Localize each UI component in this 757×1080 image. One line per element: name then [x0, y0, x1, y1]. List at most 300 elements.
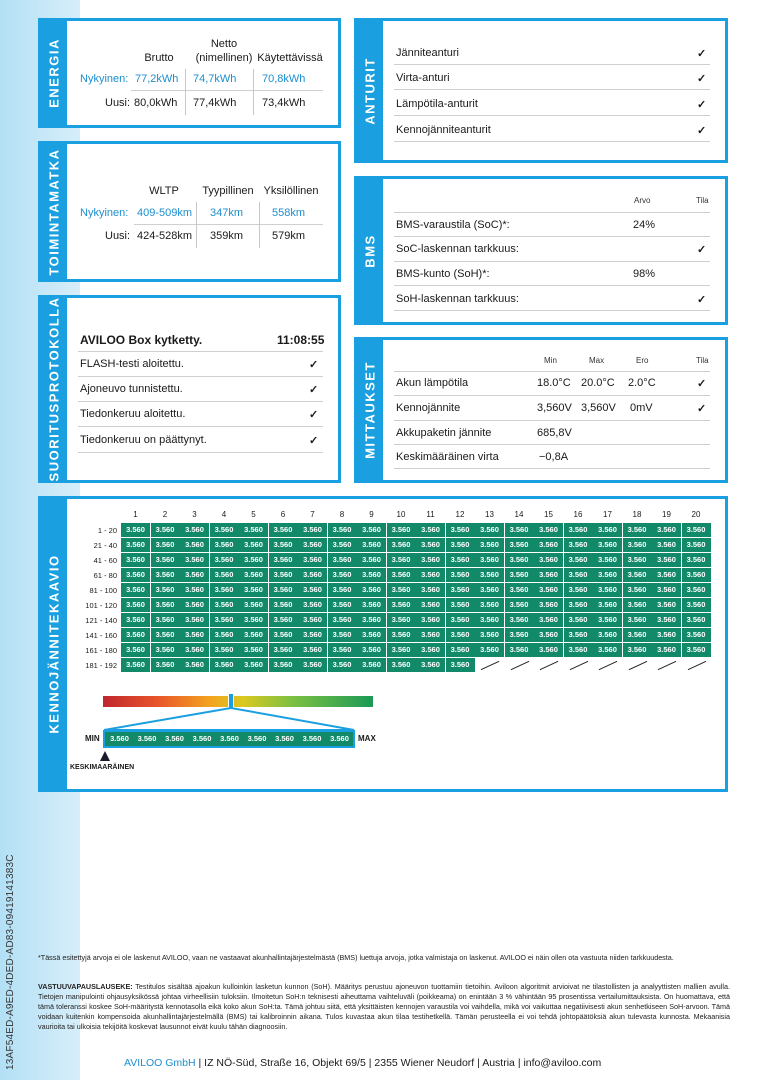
- cell-voltage: 3.560: [505, 568, 534, 582]
- cell-voltage: 3.560: [328, 643, 357, 657]
- row-header: 101 - 120: [85, 601, 117, 610]
- column-header: 1: [133, 510, 138, 519]
- cell-voltage: 3.560: [269, 553, 298, 567]
- suoritusprotokolla-panel: [38, 295, 341, 483]
- cell-voltage: 3.560: [357, 523, 386, 537]
- cell-voltage: 3.560: [239, 613, 268, 627]
- cell-voltage: 3.560: [416, 658, 445, 672]
- col-brutto: Brutto: [144, 52, 174, 64]
- cell-voltage: 3.560: [416, 583, 445, 597]
- tm-r2-v1: 424-528km: [137, 230, 193, 242]
- energia-r1-v3: 70,8kWh: [262, 73, 306, 85]
- cell-voltage: 3.560: [298, 583, 327, 597]
- cell-voltage: 3.560: [505, 583, 534, 597]
- protocol-item-1: FLASH-testi aloitettu.: [80, 358, 184, 370]
- cell-voltage: 3.560: [623, 583, 652, 597]
- sensor-2: Virta-anturi: [396, 72, 450, 84]
- cell-voltage: 3.560: [593, 613, 622, 627]
- cell-voltage: 3.560: [387, 613, 416, 627]
- divider: [78, 351, 323, 352]
- energia-r1-label: Nykyinen:: [80, 73, 129, 85]
- m-row-4-label: Keskimääräinen virta: [396, 451, 499, 463]
- cell-voltage: 3.560: [180, 613, 209, 627]
- cell-voltage: 3.560: [416, 523, 445, 537]
- divider: [394, 64, 710, 65]
- cell-voltage: 3.560: [180, 583, 209, 597]
- column-header: 19: [662, 510, 671, 519]
- cell-voltage: 3.560: [387, 658, 416, 672]
- cell-voltage: 3.560: [623, 613, 652, 627]
- cell-voltage: 3.560: [446, 628, 475, 642]
- cell-voltage: 3.560: [210, 553, 239, 567]
- cell-voltage: 3.560: [475, 613, 504, 627]
- cell-voltage: 3.560: [387, 643, 416, 657]
- cell-voltage: 3.560: [593, 643, 622, 657]
- cell-voltage: 3.560: [475, 553, 504, 567]
- divider: [394, 115, 710, 116]
- cell-voltage: 3.560: [623, 598, 652, 612]
- cell-voltage: 3.560: [151, 658, 180, 672]
- column-header: 9: [369, 510, 374, 519]
- row-header: 41 - 60: [93, 556, 117, 565]
- energia-r1-v1: 77,2kWh: [135, 73, 179, 85]
- footer-contact: AVILOO GmbH | IZ NÖ-Süd, Straße 16, Objekt 69/5 | 2355 Wiener Neudorf | Austria | info@aviloo.com: [124, 1057, 602, 1069]
- cell-voltage: 3.560: [475, 568, 504, 582]
- cell-voltage: 3.560: [151, 523, 180, 537]
- row-header: 81 - 100: [89, 586, 117, 595]
- check-icon: ✓: [697, 244, 707, 256]
- cell-voltage: 3.560: [210, 568, 239, 582]
- cell-voltage: 3.560: [682, 613, 711, 627]
- cell-voltage: 3.560: [475, 598, 504, 612]
- cell-voltage: 3.560: [593, 583, 622, 597]
- cell-voltage: 3.560: [210, 658, 239, 672]
- m-row-2-min: 3,560V: [537, 402, 572, 414]
- company-name: AVILOO GmbH: [124, 1057, 196, 1069]
- cell-voltage: 3.560: [682, 598, 711, 612]
- cell-voltage: 3.560: [652, 628, 681, 642]
- cell-voltage: 3.560: [298, 568, 327, 582]
- row-header: 121 - 140: [85, 616, 117, 625]
- col-tila: Tila: [696, 356, 709, 365]
- cell-voltage: 3.560: [534, 568, 563, 582]
- cell-voltage: 3.560: [269, 583, 298, 597]
- cell-voltage: 3.560: [593, 553, 622, 567]
- bms-label: BMS: [357, 179, 383, 322]
- cell-voltage: 3.560: [387, 568, 416, 582]
- cell-voltage: 3.560: [682, 643, 711, 657]
- cell-voltage: 3.560: [328, 553, 357, 567]
- col-nimellinen: (nimellinen): [195, 52, 253, 64]
- cell-voltage: 3.560: [210, 583, 239, 597]
- sensor-1: Jänniteanturi: [396, 47, 459, 59]
- anturit-panel: [354, 18, 728, 163]
- cell-voltage: 3.560: [357, 628, 386, 642]
- cell-voltage: 3.560: [652, 553, 681, 567]
- divider: [196, 202, 197, 248]
- cell-voltage: 3.560: [564, 538, 593, 552]
- cell-voltage: 3.560: [298, 553, 327, 567]
- m-row-4-value: −0,8A: [539, 451, 569, 463]
- col-max: Max: [589, 356, 605, 365]
- cell-voltage: 3.560: [239, 583, 268, 597]
- cell-voltage: 3.560: [564, 523, 593, 537]
- cell-voltage: 3.560: [475, 643, 504, 657]
- cell-voltage: 3.560: [446, 523, 475, 537]
- mittaukset-panel: [354, 337, 728, 483]
- cell-voltage: 3.560: [239, 553, 268, 567]
- cell-voltage: 3.560: [269, 658, 298, 672]
- tm-r1-label: Nykyinen:: [80, 207, 129, 219]
- tm-r1-v1: 409-509km: [137, 207, 193, 219]
- row-header: 61 - 80: [93, 571, 117, 580]
- col-min: Min: [544, 356, 557, 365]
- bms-row-1-value: 24%: [633, 219, 656, 231]
- cell-voltage: 3.560: [652, 598, 681, 612]
- minmax-cell: 3.560: [161, 732, 188, 746]
- cell-voltage: 3.560: [151, 568, 180, 582]
- divider: [394, 236, 710, 237]
- col-arvo: Arvo: [634, 196, 651, 205]
- protocol-item-4: Tiedonkeruu on päättynyt.: [80, 434, 207, 446]
- city: 2355 Wiener Neudorf: [374, 1057, 475, 1069]
- cell-voltage: 3.560: [387, 538, 416, 552]
- anturit-label: ANTURIT: [357, 21, 383, 160]
- cell-voltage: 3.560: [505, 643, 534, 657]
- check-icon: ✓: [309, 359, 319, 371]
- divider: [259, 202, 260, 248]
- column-header: 11: [426, 510, 435, 519]
- cell-voltage: 3.560: [475, 628, 504, 642]
- energia-r2-v3: 73,4kWh: [262, 97, 306, 109]
- cell-voltage: 3.560: [151, 538, 180, 552]
- toimintamatka-label: TOIMINTAMATKA: [41, 144, 67, 279]
- m-row-1-diff: 2.0°C: [628, 377, 656, 389]
- divider: [78, 452, 323, 453]
- cell-voltage: 3.560: [416, 538, 445, 552]
- divider: [394, 261, 710, 262]
- cell-voltage: 3.560: [180, 658, 209, 672]
- cell-voltage: 3.560: [298, 538, 327, 552]
- cell-voltage: 3.560: [564, 553, 593, 567]
- divider: [253, 69, 254, 115]
- cell-voltage: 3.560: [121, 598, 150, 612]
- divider: [394, 371, 710, 372]
- cell-voltage: 3.560: [357, 583, 386, 597]
- divider: [134, 224, 323, 225]
- divider: [394, 89, 710, 90]
- cell-voltage: 3.560: [180, 538, 209, 552]
- cell-voltage: 3.560: [328, 568, 357, 582]
- cell-voltage: 3.560: [121, 643, 150, 657]
- column-header: 15: [544, 510, 553, 519]
- check-icon: ✓: [697, 294, 707, 306]
- check-icon: ✓: [697, 48, 707, 60]
- column-header: 8: [339, 510, 345, 519]
- cell-voltage: 3.560: [446, 643, 475, 657]
- row-header: 141 - 160: [85, 631, 117, 640]
- cell-voltage: 3.560: [269, 523, 298, 537]
- cell-voltage: 3.560: [121, 538, 150, 552]
- cell-voltage: 3.560: [269, 643, 298, 657]
- tm-r1-v2: 347km: [210, 207, 244, 219]
- m-row-1-min: 18.0°C: [537, 377, 571, 389]
- cell-voltage: 3.560: [180, 598, 209, 612]
- minmax-cell: 3.560: [244, 732, 271, 746]
- tm-r2-v2: 359km: [210, 230, 244, 242]
- col-kaytettavissa: Käytettävissä: [257, 52, 323, 64]
- cell-voltage: 3.560: [534, 613, 563, 627]
- cell-voltage: 3.560: [623, 538, 652, 552]
- divider: [394, 420, 710, 421]
- check-icon: ✓: [697, 99, 707, 111]
- cell-voltage: 3.560: [416, 568, 445, 582]
- cell-voltage: 3.560: [682, 583, 711, 597]
- cell-voltage: 3.560: [357, 658, 386, 672]
- cell-voltage: 3.560: [269, 628, 298, 642]
- energia-r2-v1: 80,0kWh: [134, 97, 178, 109]
- cell-voltage: 3.560: [534, 643, 563, 657]
- energia-r2-label: Uusi:: [105, 97, 131, 109]
- column-header: 4: [221, 510, 227, 519]
- column-header: 17: [603, 510, 612, 519]
- bms-row-1-label: BMS-varaustila (SoC)*:: [396, 219, 510, 231]
- cell-voltage: 3.560: [623, 523, 652, 537]
- cell-voltage: 3.560: [652, 643, 681, 657]
- cell-voltage: 3.560: [593, 568, 622, 582]
- divider: [78, 401, 323, 402]
- cell-voltage: 3.560: [475, 583, 504, 597]
- cell-voltage: 3.560: [180, 568, 209, 582]
- energia-r1-v2: 74,7kWh: [193, 73, 237, 85]
- energia-panel: [38, 18, 341, 128]
- zoom-lines: [100, 706, 360, 732]
- cell-voltage: 3.560: [269, 568, 298, 582]
- column-header: 10: [396, 510, 406, 519]
- max-label: MAX: [358, 734, 376, 743]
- cell-voltage: 3.560: [682, 628, 711, 642]
- cell-voltage: 3.560: [593, 628, 622, 642]
- cell-voltage: 3.560: [239, 523, 268, 537]
- cell-voltage: 3.560: [151, 553, 180, 567]
- cell-voltage: 3.560: [151, 583, 180, 597]
- divider: [394, 395, 710, 396]
- cell-voltage: 3.560: [446, 583, 475, 597]
- cell-voltage: 3.560: [475, 538, 504, 552]
- cell-voltage: 3.560: [328, 523, 357, 537]
- check-icon: ✓: [697, 378, 707, 390]
- disclaimer-text: Testitulos sisältää ajoakun kulloinkin lasketun kunnon (SoH). Määritys perustuu ajoneuvon tuottamiin tietoihin. Aviloon algoritmit arvioivat ne tilastollisten ja analyyttisten mallien avulla. Tietojen manipulointi ohjausyksikössä johtaa virheellisiin tuloksiin. Ilmoitetun SoH:n teknisesti aiheuttama vaihteluväli (poikkeama) on enintään 3 % vähintään 95 prosentissa vertailumittauksista. On huomattava, että tämä toleranssi koskee SoH-määritystä kennotasolla eikä koko akun SoH:ta. Tämä johtuu siitä, että yksittäisten kennojen varaustila voi vaihdella, mikä voi vaikuttaa negatiivisesti akun senhetkiseen SoH-arvoon. Tämä voidaan kuitenkin kompensoida akunhallintajärjestelmällä (BMS) tai kalibroinnin aikana. Tulos kuvastaa akun tilaa testihetkellä. Tämän perusteella ei voi tehdä johtopäätöksiä akun tulevasta kunnosta. Mekaanisia vaurioita tai ulkoisia tekijöitä koskevat lausunnot eivät kuulu tähän diagnoosiin.: [38, 982, 730, 1031]
- column-header: 6: [280, 510, 286, 519]
- cell-voltage: 3.560: [298, 523, 327, 537]
- cell-voltage: 3.560: [623, 568, 652, 582]
- cell-voltage: 3.560: [475, 523, 504, 537]
- cell-voltage: 3.560: [652, 613, 681, 627]
- cell-voltage: 3.560: [623, 553, 652, 567]
- cell-voltage: 3.560: [180, 643, 209, 657]
- divider: [394, 310, 710, 311]
- minmax-cell: 3.560: [134, 732, 161, 746]
- cell-voltage: 3.560: [446, 553, 475, 567]
- divider: [394, 468, 710, 469]
- column-header: 20: [691, 510, 701, 519]
- cell-voltage: 3.560: [387, 583, 416, 597]
- protocol-title: AVILOO Box kytketty.: [80, 333, 203, 347]
- check-icon: ✓: [697, 73, 707, 85]
- divider: [394, 141, 710, 142]
- cell-voltage: 3.560: [328, 583, 357, 597]
- cell-voltage: 3.560: [298, 628, 327, 642]
- minmax-cell: 3.560: [326, 732, 353, 746]
- cell-voltage: 3.560: [121, 583, 150, 597]
- column-header: 14: [514, 510, 524, 519]
- column-header: 7: [310, 510, 315, 519]
- cell-voltage: 3.560: [298, 658, 327, 672]
- cell-voltage: 3.560: [357, 643, 386, 657]
- cell-voltage: 3.560: [269, 538, 298, 552]
- cell-voltage: 3.560: [180, 523, 209, 537]
- cell-voltage: 3.560: [121, 553, 150, 567]
- cell-voltage: 3.560: [564, 628, 593, 642]
- energia-r2-v2: 77,4kWh: [193, 97, 237, 109]
- cell-voltage: 3.560: [328, 598, 357, 612]
- cell-voltage: 3.560: [564, 568, 593, 582]
- row-header: 1 - 20: [97, 526, 117, 535]
- m-row-2-max: 3,560V: [581, 402, 616, 414]
- cell-voltage: 3.560: [180, 628, 209, 642]
- cell-voltage: 3.560: [239, 658, 268, 672]
- cell-voltage: 3.560: [387, 598, 416, 612]
- disclaimer-title: VASTUUVAPAUSLAUSEKE:: [38, 982, 133, 991]
- cell-voltage: 3.560: [564, 613, 593, 627]
- cell-voltage: 3.560: [505, 628, 534, 642]
- row-header: 161 - 180: [85, 646, 117, 655]
- cell-voltage: 3.560: [239, 628, 268, 642]
- divider: [185, 69, 186, 115]
- country: Austria: [482, 1057, 515, 1069]
- divider: [78, 426, 323, 427]
- cell-voltage: 3.560: [298, 643, 327, 657]
- column-header: 3: [192, 510, 197, 519]
- cell-voltage: 3.560: [239, 598, 268, 612]
- minmax-cell: 3.560: [271, 732, 298, 746]
- column-header: 2: [162, 510, 168, 519]
- divider: [131, 90, 323, 91]
- cell-voltage: 3.560: [210, 613, 239, 627]
- cell-voltage: 3.560: [151, 613, 180, 627]
- protocol-item-3: Tiedonkeruu aloitettu.: [80, 408, 186, 420]
- minmax-cell: 3.560: [216, 732, 243, 746]
- m-row-1-max: 20.0°C: [581, 377, 615, 389]
- bms-panel: [354, 176, 728, 325]
- cell-voltage: 3.560: [357, 568, 386, 582]
- email-link[interactable]: info@aviloo.com: [523, 1057, 602, 1069]
- m-row-3-label: Akkupaketin jännite: [396, 427, 492, 439]
- cell-voltage: 3.560: [416, 613, 445, 627]
- tm-r2-v3: 579km: [272, 230, 306, 242]
- bms-row-3-value: 98%: [633, 268, 656, 280]
- cell-voltage: 3.560: [357, 613, 386, 627]
- column-header: 18: [632, 510, 642, 519]
- cell-voltage: 3.560: [239, 568, 268, 582]
- m-row-1-label: Akun lämpötila: [396, 377, 469, 389]
- cell-voltage: 3.560: [180, 553, 209, 567]
- cell-voltage: 3.560: [357, 598, 386, 612]
- cell-voltage: 3.560: [121, 523, 150, 537]
- cell-voltage: 3.560: [121, 613, 150, 627]
- cell-voltage: 3.560: [416, 553, 445, 567]
- cell-voltage: 3.560: [328, 628, 357, 642]
- divider: [394, 212, 710, 213]
- cell-voltage: 3.560: [269, 613, 298, 627]
- cell-voltage: 3.560: [387, 523, 416, 537]
- column-header: 5: [251, 510, 256, 519]
- bms-footnote: *Tässä esitettyjä arvoja ei ole laskenut AVILOO, vaan ne vastaavat akunhallintajärjestelmästä (BMS) luettuja arvoja, jotka valmistaja on laskenut. AVILOO ei näin ollen ota vastuuta niiden tarkkuudesta.: [38, 953, 674, 962]
- cell-voltage: 3.560: [505, 553, 534, 567]
- cell-voltage: 3.560: [239, 538, 268, 552]
- cell-voltage: 3.560: [357, 553, 386, 567]
- col-ero: Ero: [636, 356, 649, 365]
- bms-row-4-label: SoH-laskennan tarkkuus:: [396, 293, 519, 305]
- cell-voltage: 3.560: [239, 643, 268, 657]
- cell-voltage: 3.560: [210, 598, 239, 612]
- cell-voltage: 3.560: [121, 568, 150, 582]
- cell-voltage: 3.560: [652, 523, 681, 537]
- cell-voltage: 3.560: [416, 598, 445, 612]
- cell-voltage: 3.560: [387, 553, 416, 567]
- document-id: 13AF54ED-A9ED-4DED-AD83-09419141383C: [5, 854, 16, 1070]
- cell-voltage: 3.560: [593, 523, 622, 537]
- cell-voltage: 3.560: [593, 538, 622, 552]
- cell-voltage: 3.560: [210, 643, 239, 657]
- cell-voltage: 3.560: [357, 538, 386, 552]
- avg-marker-icon: [99, 750, 111, 762]
- cell-voltage: 3.560: [505, 598, 534, 612]
- cell-voltage: 3.560: [652, 568, 681, 582]
- cell-voltage: 3.560: [564, 598, 593, 612]
- check-icon: ✓: [309, 384, 319, 396]
- cell-voltage: 3.560: [446, 658, 475, 672]
- m-row-3-value: 685,8V: [537, 427, 572, 439]
- cell-voltage: 3.560: [328, 538, 357, 552]
- col-netto: Netto: [210, 38, 238, 50]
- check-icon: ✓: [697, 403, 707, 415]
- m-row-2-label: Kennojännite: [396, 402, 461, 414]
- cell-voltage: 3.560: [682, 523, 711, 537]
- protocol-item-2: Ajoneuvo tunnistettu.: [80, 383, 183, 395]
- cell-voltage: 3.560: [623, 643, 652, 657]
- cell-voltage: 3.560: [682, 553, 711, 567]
- column-header: 12: [455, 510, 465, 519]
- cell-voltage: 3.560: [151, 628, 180, 642]
- cell-voltage: 3.560: [210, 538, 239, 552]
- column-header: 13: [485, 510, 494, 519]
- cell-voltage: 3.560: [121, 628, 150, 642]
- row-header: 181 - 192: [85, 661, 117, 670]
- cell-voltage: 3.560: [534, 553, 563, 567]
- cell-voltage: 3.560: [416, 628, 445, 642]
- cell-voltage: 3.560: [534, 523, 563, 537]
- cell-voltage: 3.560: [534, 538, 563, 552]
- cell-voltage: 3.560: [534, 583, 563, 597]
- cell-voltage: 3.560: [328, 658, 357, 672]
- check-icon: ✓: [309, 409, 319, 421]
- cell-voltage: 3.560: [416, 643, 445, 657]
- tm-r1-v3: 558km: [272, 207, 306, 219]
- cell-voltage: 3.560: [652, 538, 681, 552]
- cell-voltage: 3.560: [210, 628, 239, 642]
- minmax-cell: 3.560: [299, 732, 326, 746]
